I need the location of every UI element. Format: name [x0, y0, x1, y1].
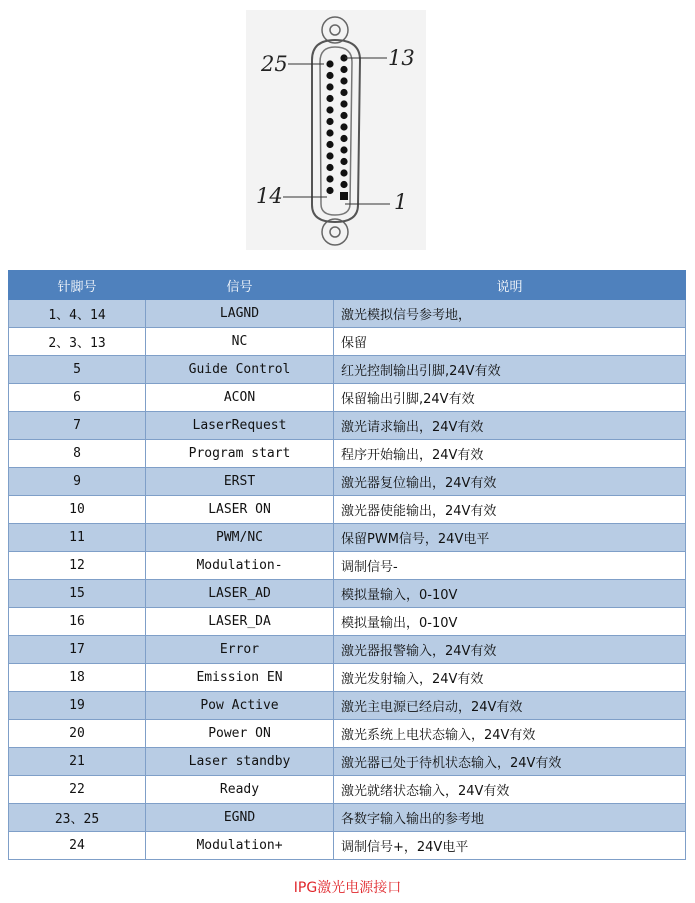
pin-label-25: 25 [261, 52, 288, 76]
table-row [9, 468, 686, 496]
connector-pin [326, 141, 333, 148]
description-cell: 调制信号+，24V电平 [334, 832, 686, 860]
table-row [9, 748, 686, 776]
description-cell: 激光就绪状态输入，24V有效 [334, 776, 686, 804]
signal-cell: Program start [146, 440, 334, 468]
signal-cell: ACON [146, 384, 334, 412]
description-cell: 激光模拟信号参考地， [334, 300, 686, 328]
connector-pin [340, 77, 347, 84]
pin-cell: 18 [9, 664, 146, 692]
header-signal: 信号 [146, 271, 334, 300]
signal-cell: Modulation- [146, 552, 334, 580]
connector-pin [340, 135, 347, 142]
signal-cell: NC [146, 328, 334, 356]
signal-cell: PWM/NC [146, 524, 334, 552]
connector-pin [326, 72, 333, 79]
pin-cell: 16 [9, 608, 146, 636]
pin-cell: 15 [9, 580, 146, 608]
pin-cell: 24 [9, 832, 146, 860]
signal-cell: LASER_AD [146, 580, 334, 608]
connector-pin [340, 123, 347, 130]
pin-label-13: 13 [388, 46, 415, 70]
table-row [9, 384, 686, 412]
signal-cell: EGND [146, 804, 334, 832]
signal-cell: LAGND [146, 300, 334, 328]
signal-cell: ERST [146, 468, 334, 496]
description-cell: 激光器使能输出，24V有效 [334, 496, 686, 524]
table-row [9, 552, 686, 580]
pin-cell: 8 [9, 440, 146, 468]
pin-cell: 11 [9, 524, 146, 552]
connector-pin [326, 83, 333, 90]
figure-caption: IPG激光电源接口 [293, 880, 402, 896]
connector-pin [340, 112, 347, 119]
description-cell: 模拟量输入，0-10V [334, 580, 686, 608]
description-cell: 激光请求输出，24V有效 [334, 412, 686, 440]
connector-pin [326, 60, 333, 67]
description-cell: 激光器复位输出，24V有效 [334, 468, 686, 496]
pin-cell: 7 [9, 412, 146, 440]
signal-cell: Modulation+ [146, 832, 334, 860]
pin-cell: 12 [9, 552, 146, 580]
connector-drawing [0, 0, 695, 262]
signal-cell: LaserRequest [146, 412, 334, 440]
table-row [9, 412, 686, 440]
description-cell: 激光主电源已经启动，24V有效 [334, 692, 686, 720]
table-row [9, 440, 686, 468]
pin-cell: 9 [9, 468, 146, 496]
description-cell: 红光控制输出引脚,24V有效 [334, 356, 686, 384]
connector-pin [340, 158, 347, 165]
table-row [9, 804, 686, 832]
connector-pin [326, 118, 333, 125]
table-row [9, 328, 686, 356]
table-row [9, 720, 686, 748]
connector-pin [326, 106, 333, 113]
pin-cell: 2、3、13 [9, 328, 146, 356]
pin-cell: 19 [9, 692, 146, 720]
signal-cell: Power ON [146, 720, 334, 748]
description-cell: 程序开始输出，24V有效 [334, 440, 686, 468]
connector-pin [326, 152, 333, 159]
description-cell: 保留 [334, 328, 686, 356]
connector-pin [340, 169, 347, 176]
signal-cell: Error [146, 636, 334, 664]
description-cell: 保留PWM信号，24V电平 [334, 524, 686, 552]
connector-pin [340, 192, 348, 200]
pin-cell: 23、25 [9, 804, 146, 832]
pin-cell: 22 [9, 776, 146, 804]
table-row [9, 636, 686, 664]
pin-cell: 20 [9, 720, 146, 748]
connector-pin [326, 187, 333, 194]
table-row [9, 776, 686, 804]
pin-cell: 6 [9, 384, 146, 412]
description-cell: 各数字输入输出的参考地 [334, 804, 686, 832]
connector-pin [340, 89, 347, 96]
signal-cell: Guide Control [146, 356, 334, 384]
signal-cell: Pow Active [146, 692, 334, 720]
pin-cell: 1、4、14 [9, 300, 146, 328]
signal-cell: Ready [146, 776, 334, 804]
pin-label-1: 1 [394, 190, 408, 214]
signal-cell: Emission EN [146, 664, 334, 692]
connector-pin [326, 129, 333, 136]
connector-pin [326, 175, 333, 182]
table-body [9, 300, 686, 860]
description-cell: 激光器已处于待机状态输入，24V有效 [334, 748, 686, 776]
description-cell: 模拟量输出，0-10V [334, 608, 686, 636]
pin-label-14: 14 [256, 184, 283, 208]
pin-cell: 5 [9, 356, 146, 384]
signal-cell: Laser standby [146, 748, 334, 776]
description-cell: 激光系统上电状态输入，24V有效 [334, 720, 686, 748]
db25-connector-diagram [0, 0, 695, 262]
table-row [9, 300, 686, 328]
signal-cell: LASER_DA [146, 608, 334, 636]
connector-pin [340, 181, 347, 188]
pin-table [8, 270, 686, 860]
table-row [9, 692, 686, 720]
header-description: 说明 [334, 271, 686, 300]
signal-cell: LASER ON [146, 496, 334, 524]
connector-pin [326, 95, 333, 102]
table-row [9, 664, 686, 692]
table-row [9, 832, 686, 860]
table-row [9, 496, 686, 524]
header-pin: 针脚号 [9, 271, 146, 300]
table-row [9, 524, 686, 552]
connector-pin [340, 66, 347, 73]
description-cell: 保留输出引脚,24V有效 [334, 384, 686, 412]
description-cell: 激光器报警输入，24V有效 [334, 636, 686, 664]
connector-pin [340, 100, 347, 107]
table-row [9, 580, 686, 608]
description-cell: 调制信号- [334, 552, 686, 580]
pin-cell: 17 [9, 636, 146, 664]
pin-cell: 21 [9, 748, 146, 776]
table-header-row [9, 271, 686, 300]
description-cell: 激光发射输入，24V有效 [334, 664, 686, 692]
connector-pin [340, 146, 347, 153]
table-row [9, 356, 686, 384]
table-row [9, 608, 686, 636]
connector-pin [326, 164, 333, 171]
pin-cell: 10 [9, 496, 146, 524]
